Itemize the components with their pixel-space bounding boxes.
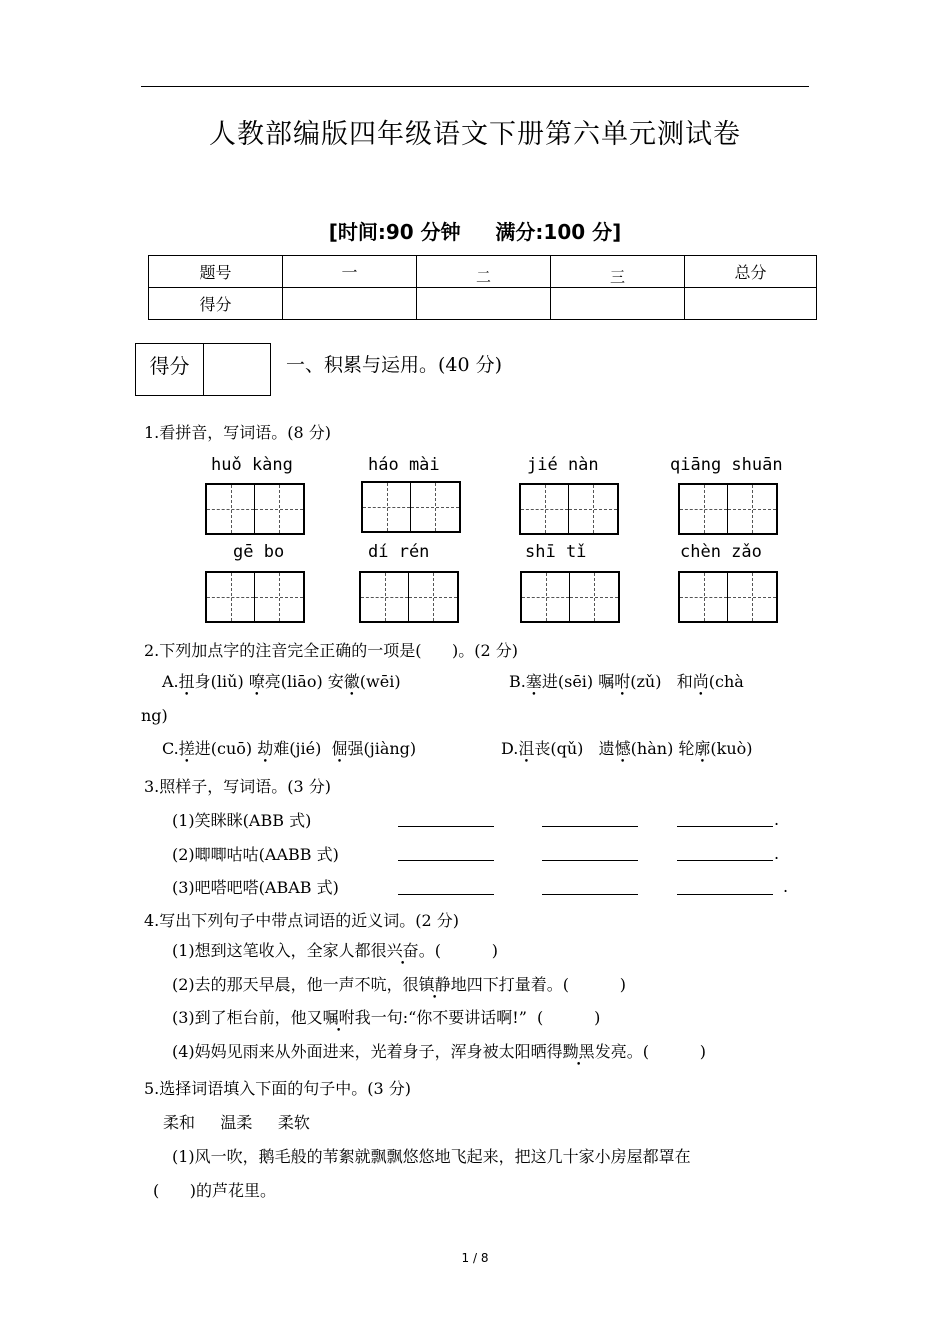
option-text: (kuò) <box>710 739 753 758</box>
option-text: (hàn) 轮 <box>630 739 695 758</box>
pinyin-label: gē bo <box>233 542 285 562</box>
option-letter: A. <box>162 672 179 691</box>
pinyin-label: chèn zǎo <box>680 542 762 562</box>
question-4-sentence <box>172 938 498 961</box>
answer-blank[interactable] <box>542 812 638 831</box>
sentence-text: (4)妈妈见雨来从外面进来，光着身子，浑身被太阳晒得 <box>172 1042 563 1061</box>
question-2-title: 2.下列加点字的注音完全正确的一项是( )。(2 分) <box>144 641 519 660</box>
writing-grid[interactable] <box>520 571 620 623</box>
dotted-char: 扭 <box>178 672 195 691</box>
dotted-char: 劫 <box>257 739 274 758</box>
top-rule <box>141 86 809 87</box>
table-header-cell: 一 <box>283 256 417 288</box>
dotted-char: 徽 <box>343 672 360 691</box>
pinyin-label: shī tǐ <box>525 542 587 562</box>
answer-blank[interactable] <box>398 880 494 899</box>
writing-grid[interactable] <box>359 571 459 623</box>
answer-blank[interactable] <box>677 812 773 831</box>
option-letter: B. <box>509 672 526 691</box>
table-header-cell: 三 <box>551 256 685 288</box>
option-text: 强(jiàng) <box>347 739 417 758</box>
answer-bracket[interactable]: 我一句:“你不要讲话啊!” ( ) <box>354 1008 601 1027</box>
page-number: 1 / 8 <box>461 1251 489 1265</box>
end-mark: . <box>783 877 789 896</box>
question-5-title: 5.选择词语填入下面的句子中。(3 分) <box>144 1079 412 1098</box>
writing-grid[interactable] <box>205 483 305 535</box>
dotted-word: 嘱咐 <box>322 1008 355 1027</box>
sentence-text: (1)想到这笔收入，全家人都很 <box>172 941 387 960</box>
answer-blank[interactable] <box>542 880 638 899</box>
option-letter: C. <box>162 739 179 758</box>
writing-grid[interactable] <box>678 571 778 623</box>
option-text: 进(cuō) <box>194 739 258 758</box>
writing-grid[interactable] <box>361 481 461 533</box>
question-4-sentence <box>172 1005 600 1028</box>
dotted-char: 塞 <box>525 672 542 691</box>
option-c[interactable] <box>162 736 416 759</box>
option-text: 身(liǔ) <box>194 672 249 691</box>
question-5-sentence-cont[interactable]: ( )的芦花里。 <box>153 1181 277 1200</box>
table-row-label: 得分 <box>149 288 283 320</box>
section-score-label: 得分 <box>136 344 204 395</box>
option-b[interactable] <box>509 669 744 692</box>
dotted-char: 嘹 <box>248 672 265 691</box>
answer-blank[interactable] <box>398 846 494 865</box>
table-header-cell: 二 <box>417 256 551 288</box>
answer-bracket[interactable]: 地四下打量着。( ) <box>450 975 627 994</box>
question-3-item: (2)唧唧咕咕(AABB 式) <box>172 845 339 864</box>
answer-bracket[interactable]: 发亮。( ) <box>594 1042 707 1061</box>
dotted-char: 沮 <box>518 739 535 758</box>
section-heading: 一、积累与运用。(40 分) <box>286 354 503 376</box>
question-4-title: 4.写出下列句子中带点词语的近义词。(2 分) <box>144 911 460 930</box>
question-3-item: (1)笑眯眯(ABB 式) <box>172 811 312 830</box>
question-3-item: (3)吧嗒吧嗒(ABAB 式) <box>172 878 339 897</box>
option-text: 进(sēi) 嘱 <box>541 672 615 691</box>
option-text: (zǔ) 和 <box>630 672 693 691</box>
option-text: 亮(liāo) 安 <box>264 672 344 691</box>
dotted-word: 镇静 <box>418 975 451 994</box>
word-choices: 柔和 温柔 柔软 <box>163 1113 310 1132</box>
dotted-char: 倔 <box>331 739 348 758</box>
score-cell[interactable] <box>551 288 685 320</box>
option-a[interactable] <box>162 669 401 692</box>
score-cell[interactable] <box>283 288 417 320</box>
question-4-sentence <box>172 1039 706 1062</box>
writing-grid[interactable] <box>519 483 619 535</box>
pinyin-label: jié nàn <box>527 455 599 475</box>
option-text: 难(jié) <box>273 739 332 758</box>
score-cell[interactable] <box>417 288 551 320</box>
dotted-word: 兴奋 <box>386 941 419 960</box>
writing-grid[interactable] <box>205 571 305 623</box>
pinyin-label: huǒ kàng <box>211 455 293 475</box>
section-score-box <box>135 343 271 396</box>
dotted-word: 黝黑 <box>562 1042 595 1061</box>
dotted-char: 尚 <box>692 672 709 691</box>
exam-time-and-score: [时间:90 分钟 满分:100 分] <box>328 220 622 244</box>
dotted-char: 憾 <box>614 739 631 758</box>
table-row <box>149 256 817 288</box>
option-text: (chà <box>708 672 744 691</box>
score-cell[interactable] <box>685 288 817 320</box>
table-header-cell: 总分 <box>685 256 817 288</box>
table-header-cell: 题号 <box>149 256 283 288</box>
dotted-char: 咐 <box>614 672 631 691</box>
option-letter: D. <box>501 739 519 758</box>
question-5-sentence: (1)风一吹，鹅毛般的苇絮就飘飘悠悠地飞起来，把这几十家小房屋都罩在 <box>172 1147 691 1166</box>
question-4-sentence <box>172 972 626 995</box>
sentence-text: (3)到了柜台前，他又 <box>172 1008 323 1027</box>
question-1-title: 1.看拼音，写词语。(8 分) <box>144 423 332 442</box>
end-mark: . <box>774 810 780 829</box>
option-text: 丧(qǔ) 遗 <box>534 739 615 758</box>
table-row <box>149 288 817 320</box>
answer-bracket[interactable]: 。( ) <box>418 941 499 960</box>
dotted-char: 搓 <box>178 739 195 758</box>
score-table <box>148 255 817 320</box>
dotted-char: 廓 <box>694 739 711 758</box>
end-mark: . <box>774 844 780 863</box>
answer-blank[interactable] <box>677 846 773 865</box>
writing-grid[interactable] <box>678 483 778 535</box>
pinyin-label: dí rén <box>368 542 430 562</box>
pinyin-label: qiāng shuān <box>670 455 783 475</box>
option-text: (wēi) <box>359 672 401 691</box>
answer-blank[interactable] <box>398 812 494 831</box>
answer-blank[interactable] <box>677 880 773 899</box>
sentence-text: (2)去的那天早晨，他一声不吭，很 <box>172 975 419 994</box>
page-title: 人教部编版四年级语文下册第六单元测试卷 <box>209 119 741 150</box>
option-b-continued: ng) <box>141 706 168 725</box>
option-d[interactable] <box>501 736 753 759</box>
question-3-title: 3.照样子，写词语。(3 分) <box>144 777 332 796</box>
pinyin-label: háo mài <box>368 455 440 475</box>
answer-blank[interactable] <box>542 846 638 865</box>
